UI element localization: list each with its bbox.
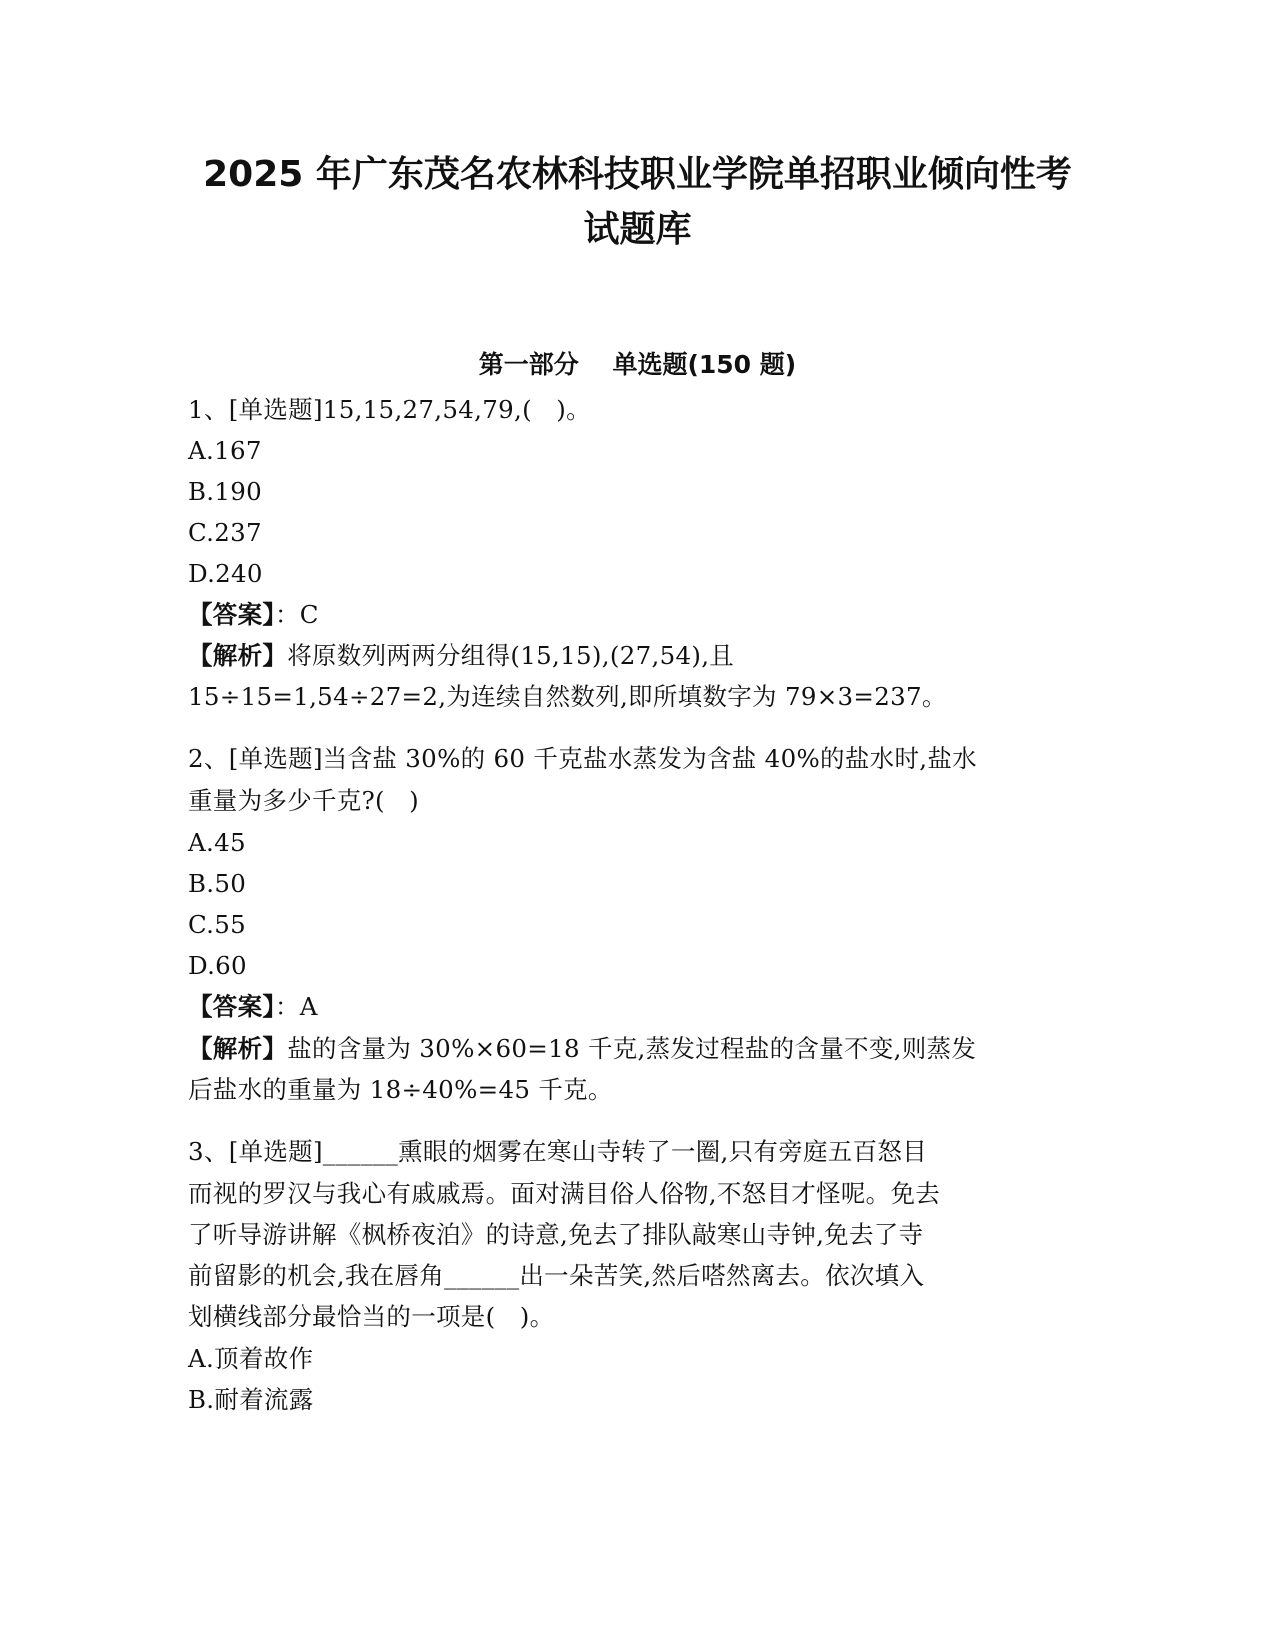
- q3-option-a: A.顶着故作: [188, 1344, 314, 1373]
- q1-option-b: B.190: [188, 477, 263, 506]
- q2-analysis-text-2: 后盐水的重量为 18÷40%=45 千克。: [188, 1075, 613, 1104]
- answer-label: 【答案】: [188, 600, 275, 629]
- q3-option-b: B.耐着流露: [188, 1385, 314, 1414]
- q2-answer: [188, 989, 318, 1025]
- document-title-line-2: 试题库: [583, 209, 692, 250]
- q2-analysis-text-1: 盐的含量为 30%×60=18 千克,蒸发过程盐的含量不变,则蒸发: [287, 1034, 977, 1063]
- q1-option-c: C.237: [188, 518, 262, 547]
- q1-option-a: A.167: [188, 436, 262, 465]
- q2-analysis: [188, 1031, 976, 1067]
- q2-option-a: A.45: [188, 828, 246, 857]
- q1-option-d: D.240: [188, 559, 263, 588]
- answer-label: 【答案】: [188, 992, 275, 1021]
- q1-analysis: [188, 638, 734, 674]
- q1-analysis-text-2: 15÷15=1,54÷27=2,为连续自然数列,即所填数字为 79×3=237。: [188, 682, 947, 711]
- q2-option-b: B.50: [188, 869, 247, 898]
- q1-answer-value: ：C: [274, 600, 319, 629]
- q1-analysis-text-1: 将原数列两两分组得(15,15),(27,54),且: [287, 641, 735, 670]
- q2-option-d: D.60: [188, 951, 247, 980]
- q3-stem-line-5: 划横线部分最恰当的一项是( )。: [188, 1302, 555, 1331]
- q1-answer: [188, 597, 319, 633]
- q3-stem-line-3: 了听导游讲解《枫桥夜泊》的诗意,免去了排队敲寒山寺钟,免去了寺: [188, 1220, 924, 1249]
- document-title-line-1: 2025 年广东茂名农林科技职业学院单招职业倾向性考: [203, 154, 1072, 195]
- q3-stem-line-1: 3、[单选题]______熏眼的烟雾在寒山寺转了一圈,只有旁庭五百怒目: [188, 1137, 927, 1166]
- analysis-label: 【解析】: [188, 641, 288, 670]
- q2-answer-value: ：A: [274, 992, 318, 1021]
- section-title: 第一部分 单选题(150 题): [478, 350, 797, 379]
- q2-option-c: C.55: [188, 910, 247, 939]
- q1-stem: 1、[单选题]15,15,27,54,79,( )。: [188, 395, 591, 424]
- q2-stem-line-1: 2、[单选题]当含盐 30%的 60 千克盐水蒸发为含盐 40%的盐水时,盐水: [188, 744, 977, 773]
- q3-stem-line-2: 而视的罗汉与我心有戚戚焉。面对满目俗人俗物,不怒目才怪呢。免去: [188, 1179, 941, 1208]
- analysis-label: 【解析】: [188, 1034, 288, 1063]
- q2-stem-line-2: 重量为多少千克?( ): [188, 786, 420, 815]
- q3-stem-line-4: 前留影的机会,我在唇角______出一朵苦笑,然后嗒然离去。依次填入: [188, 1261, 925, 1290]
